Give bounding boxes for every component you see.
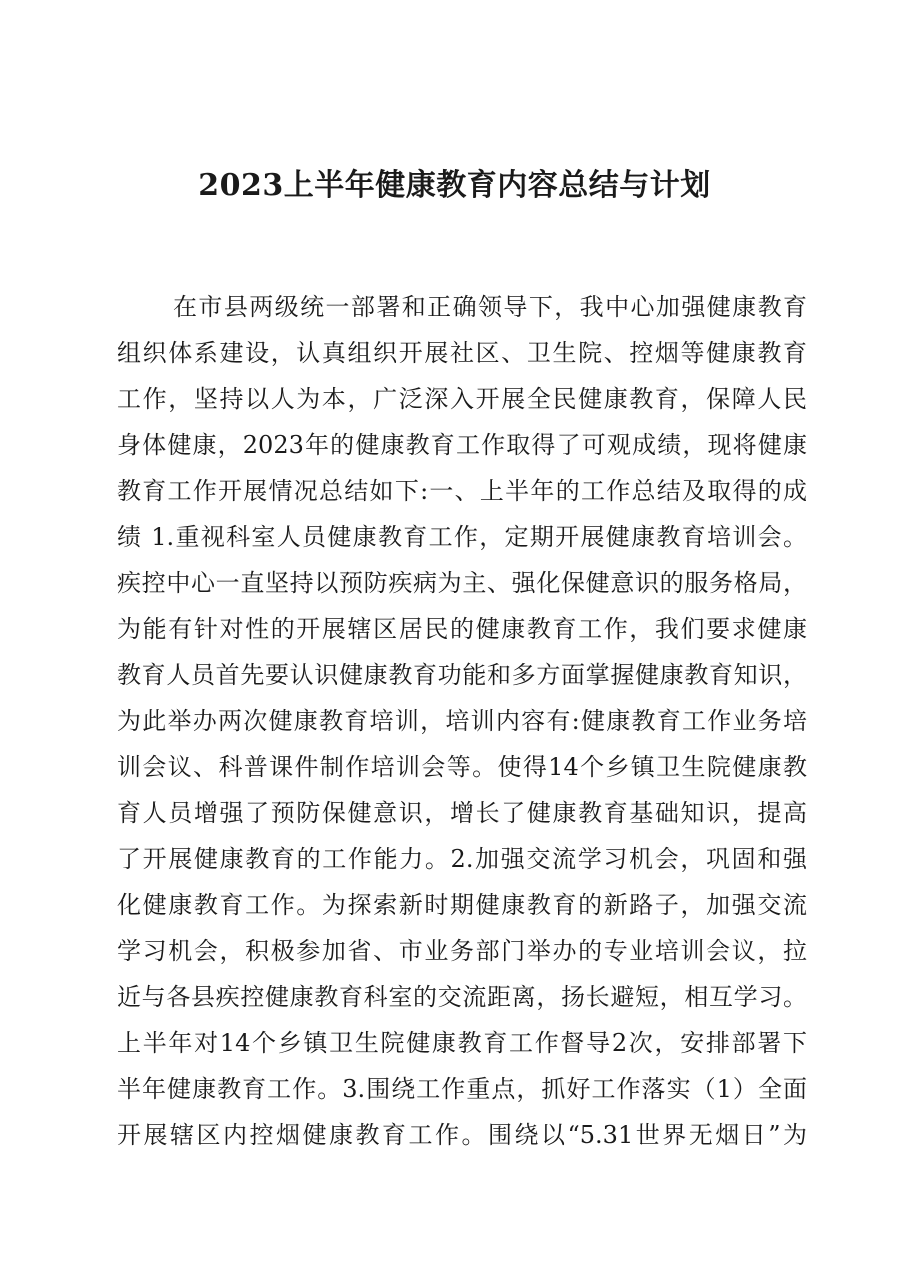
- paragraph-line: 工作，坚持以人为本，广泛深入开展全民健康教育，保障人民: [117, 385, 807, 413]
- paragraph-line: 绩 1.重视科室人员健康教育工作，定期开展健康教育培训会。: [117, 523, 807, 551]
- paragraph-line: 半年健康教育工作。3.围绕工作重点，抓好工作落实（1）全面: [117, 1075, 807, 1103]
- paragraph-line: 为此举办两次健康教育培训，培训内容有:健康教育工作业务培: [117, 707, 807, 735]
- paragraph-line: 化健康教育工作。为探索新时期健康教育的新路子，加强交流: [117, 891, 807, 919]
- paragraph-line: 学习机会，积极参加省、市业务部门举办的专业培训会议，拉: [117, 937, 807, 965]
- paragraph-line: 了开展健康教育的工作能力。2.加强交流学习机会，巩固和强: [117, 845, 807, 873]
- paragraph-line: 开展辖区内控烟健康教育工作。围绕以“5.31世界无烟日”为: [117, 1121, 807, 1149]
- paragraph-line: 组织体系建设，认真组织开展社区、卫生院、控烟等健康教育: [117, 339, 807, 367]
- paragraph-line: 训会议、科普课件制作培训会等。使得14个乡镇卫生院健康教: [117, 753, 807, 781]
- body-paragraph: [117, 284, 807, 1158]
- paragraph-line: 教育工作开展情况总结如下:一、上半年的工作总结及取得的成: [117, 477, 807, 505]
- paragraph-line: 身体健康，2023年的健康教育工作取得了可观成绩，现将健康: [117, 431, 807, 459]
- paragraph-line: 教育人员首先要认识健康教育功能和多方面掌握健康教育知识，: [117, 661, 807, 689]
- paragraph-line: 在市县两级统一部署和正确领导下，我中心加强健康教育: [173, 293, 807, 321]
- document-title: 2023上半年健康教育内容总结与计划: [198, 168, 711, 203]
- paragraph-line: 疾控中心一直坚持以预防疾病为主、强化保健意识的服务格局，: [117, 569, 807, 597]
- paragraph-line: 育人员增强了预防保健意识，增长了健康教育基础知识，提高: [117, 799, 807, 827]
- paragraph-line: 上半年对14个乡镇卫生院健康教育工作督导2次，安排部署下: [117, 1029, 807, 1057]
- paragraph-line: 为能有针对性的开展辖区居民的健康教育工作，我们要求健康: [117, 615, 807, 643]
- paragraph-line: 近与各县疾控健康教育科室的交流距离，扬长避短，相互学习。: [117, 983, 807, 1011]
